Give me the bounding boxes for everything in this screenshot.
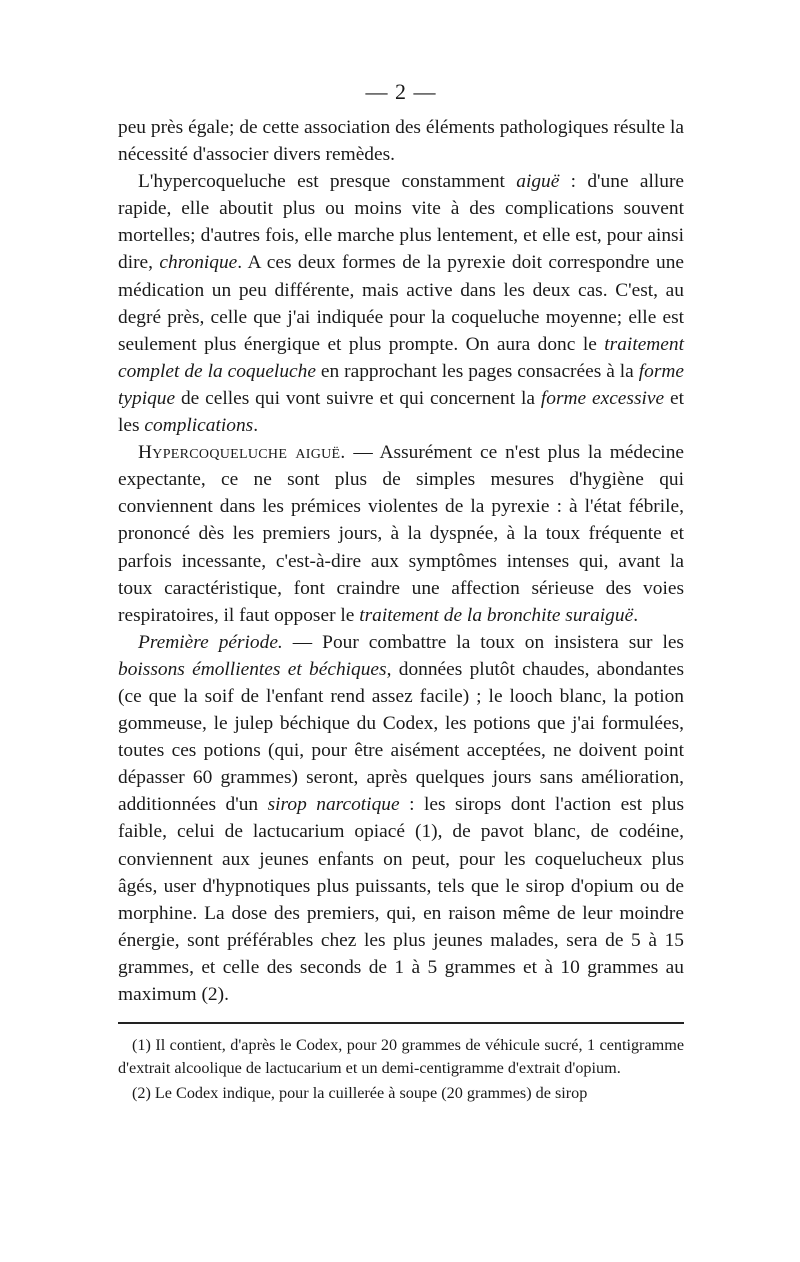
document-page xyxy=(118,78,684,1104)
footnotes xyxy=(118,1034,684,1104)
footnote-divider xyxy=(118,1022,684,1024)
paragraph-hypercoqueluche-aigue: Hypercoqueluche aiguë. — Assurément ce n'est plus la médecine expectante, ce ne sont plus de simples mesures d'hygiène qui conviennent dans les prémices violentes de la pyrexie : à l'état fébrile, prononcé dès les premiers jours, à la dyspnée, à la toux fréquente et parfois incessante, c'est-à-dire aux symptômes intenses qui, avant la toux caractéristique, font craindre une affection sérieuse des voies respiratoires, il faut opposer le traitement de la bronchite suraiguë. xyxy=(118,442,684,626)
body-text xyxy=(118,114,684,1008)
paragraph-premiere-periode: Première période. — Pour combattre la toux on insistera sur les boissons émollientes et béchiques, données plutôt chaudes, abondantes (ce que la soif de l'enfant rend assez facile) ; le looch blanc, la potion gommeuse, le julep béchique du Codex, les potions que j'ai formulées, toutes ces potions (qui, pour être aisément acceptées, ne doivent point dépasser 60 grammes) seront, après quelques jours sans amélioration, additionnées d'un sirop narcotique : les sirops dont l'action est plus faible, celui de lactucarium opiacé (1), de pavot blanc, de codéine, conviennent aux jeunes enfants on peut, pour les coquelucheux plus âgés, user d'hypnotiques plus puissants, tels que le sirop d'opium ou de morphine. La dose des premiers, qui, en raison même de leur moindre énergie, sont préférables chez les plus jeunes malades, sera de 5 à 15 grammes, et celle des seconds de 1 à 5 grammes et à 10 grammes au maximum (2). xyxy=(118,631,685,1005)
page-number: — 2 — xyxy=(365,79,437,104)
section-heading: Hypercoqueluche aiguë. xyxy=(138,442,346,464)
subsection-heading: Première période. xyxy=(138,631,283,653)
paragraph-hypercoqueluche-forms: L'hypercoqueluche est presque constamment aiguë : d'une allure rapide, elle aboutit plus ou moins vite à des complications souvent mortelles; d'autres fois, elle marche plus lentement, et elle est, pour ainsi dire, chronique. A ces deux formes de la pyrexie doit correspondre une médication un peu différente, mais active dans les deux cas. C'est, au degré près, celle que j'ai indiquée pour la coqueluche moyenne; elle est seulement plus énergique et plus prompte. On aura donc le traitement complet de la coqueluche en rapprochant les pages consacrées à la forme typique de celles qui vont suivre et qui concernent la forme excessive et les complications. xyxy=(118,171,685,437)
footnote-1: (1) Il contient, d'après le Codex, pour 20 grammes de véhicule sucré, 1 centigramme d'extrait alcoolique de lactucarium et un demi-centigramme d'extrait d'opium. xyxy=(118,1036,684,1077)
paragraph-continuation: peu près égale; de cette association des éléments pathologiques résulte la nécessité d'associer divers remèdes. xyxy=(118,117,684,166)
footnote-2: (2) Le Codex indique, pour la cuillerée à soupe (20 grammes) de sirop xyxy=(132,1083,588,1102)
